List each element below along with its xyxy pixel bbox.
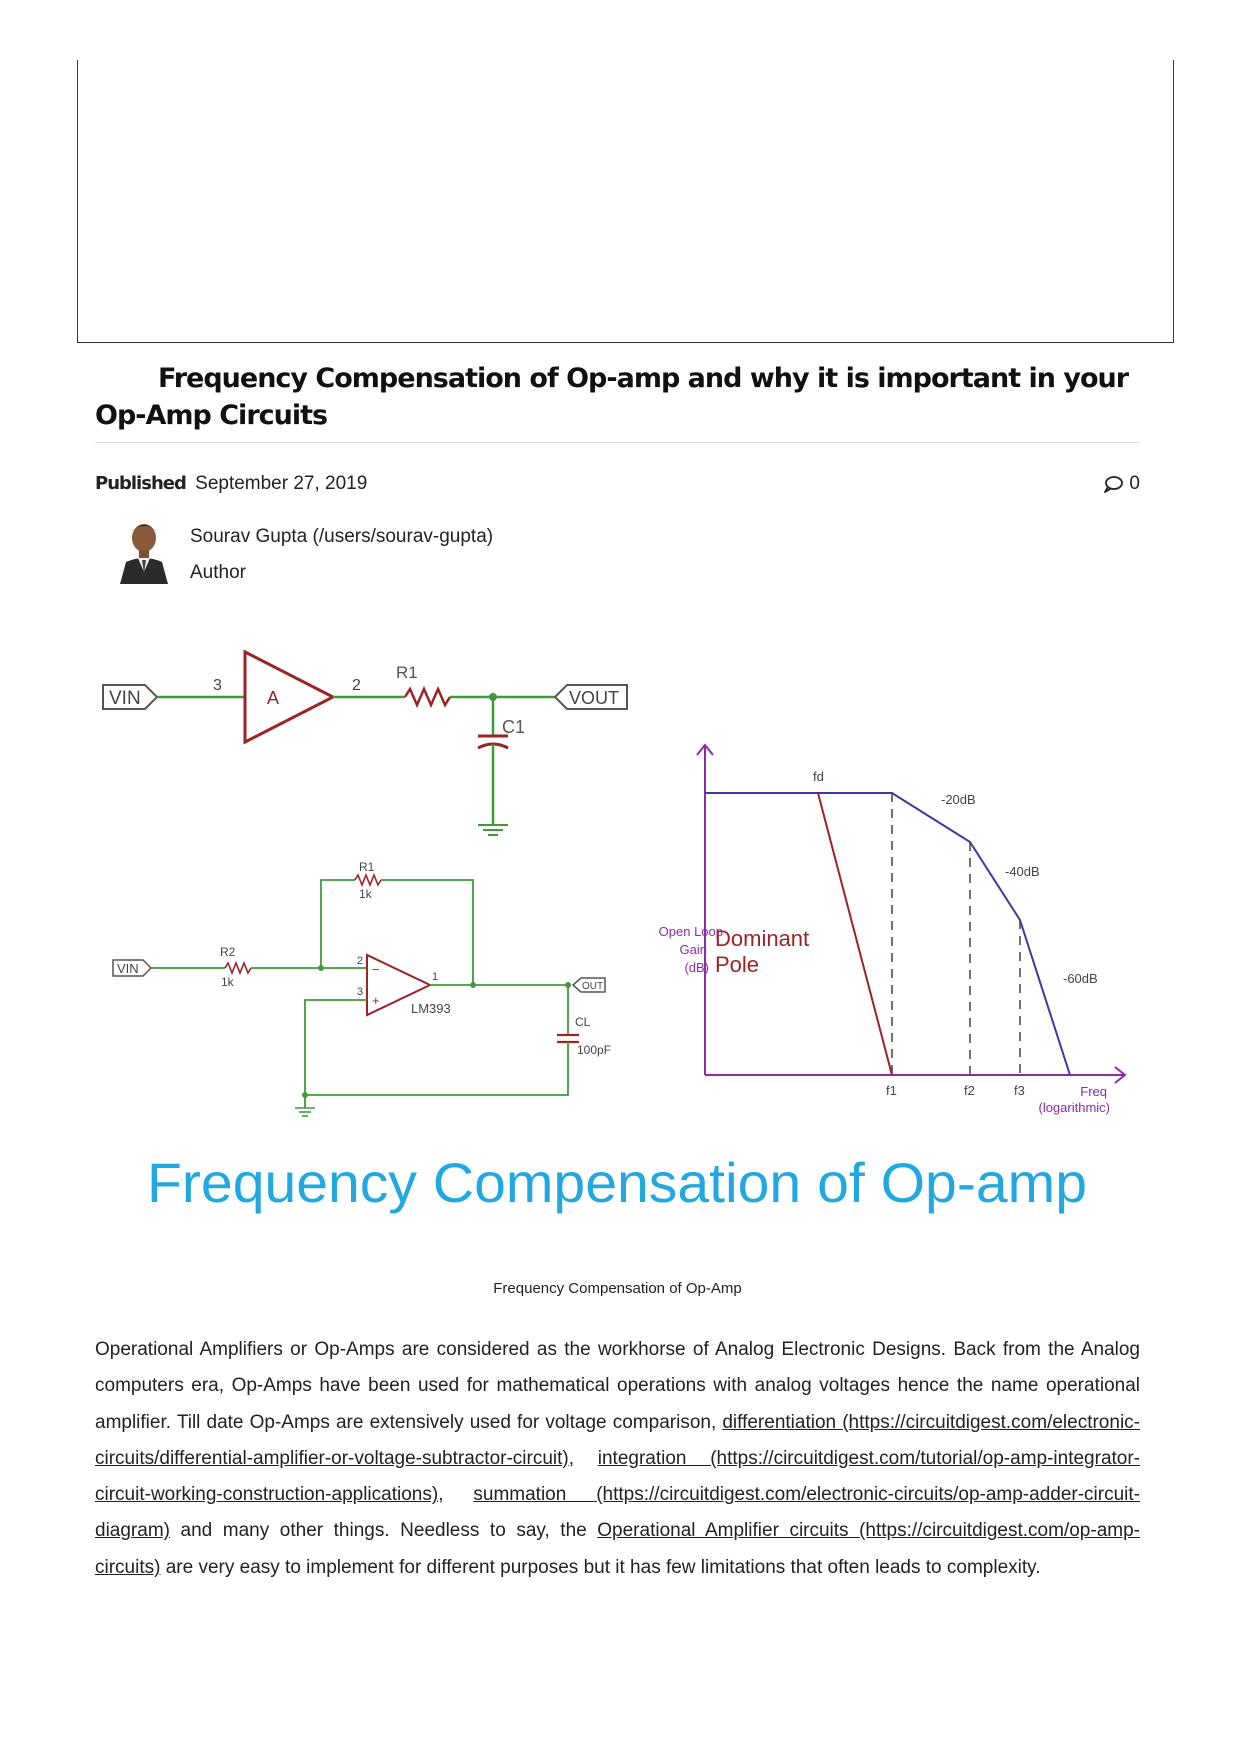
bode-slope3: -60dB <box>1063 971 1098 986</box>
bode-dominant-1: Dominant <box>715 926 810 951</box>
link-op-amp-circuits[interactable]: Operational Amplifier circuits (https://circuitdigest.com/op-amp-circuits) <box>95 1520 1140 1578</box>
ad-placeholder <box>77 60 1174 343</box>
bode-ylabel-2: Gain <box>679 942 707 957</box>
bode-dominant-2: Pole <box>715 952 760 977</box>
article-paragraph <box>95 1332 1140 1586</box>
c2-r1-value: 1k <box>359 887 372 901</box>
bode-xlabel-2: (logarithmic) <box>1038 1100 1110 1115</box>
paragraph-text: and many other things. Needless to say, the <box>169 1520 598 1542</box>
c1-pin-in: 3 <box>213 677 222 694</box>
c1-vin-label: VIN <box>109 688 141 709</box>
paragraph-text: , <box>438 1484 474 1506</box>
c2-r2-label: R2 <box>220 945 236 959</box>
c2-out-label: OUT <box>582 981 604 992</box>
c2-r2-value: 1k <box>221 975 234 989</box>
bode-plot <box>659 745 1125 1115</box>
paragraph-text: Operational Amplifiers or Op-Amps are considered as the workhorse of Analog Electronic Designs. Back from the Analog computers era, Op-Amps have been used for mathematical operations with analog voltages hence the name operational amplifier. Till date Op-Amps are extensively used for voltage comparison, <box>95 1339 1140 1433</box>
bode-f2: f2 <box>964 1083 975 1098</box>
bode-slope2: -40dB <box>1005 864 1040 879</box>
published-date: September 27, 2019 <box>195 473 368 494</box>
c1-vout-label: VOUT <box>569 688 620 708</box>
c1-pin-out: 2 <box>352 677 361 694</box>
c2-r1-label: R1 <box>359 860 375 874</box>
c1-c1-label: C1 <box>502 717 526 737</box>
c2-ic-label: LM393 <box>411 1001 451 1016</box>
author-name[interactable]: Sourav Gupta (/users/sourav-gupta) <box>190 526 494 547</box>
comment-count: 0 <box>1129 473 1140 494</box>
figure-banner: Frequency Compensation of Op-amp <box>147 1151 1087 1214</box>
circuit-2 <box>113 860 611 1116</box>
c1-r1-label: R1 <box>396 663 418 682</box>
c2-pin2: 2 <box>357 955 364 967</box>
page-title: Frequency Compensation of Op-amp and why it is important in your Op-Amp Circuits <box>95 363 1129 431</box>
bode-ylabel-3: (dB) <box>684 960 709 975</box>
c2-pin1: 1 <box>432 971 439 983</box>
link-integration[interactable]: integration (https://circuitdigest.com/tutorial/op-amp-integrator-circuit-working-construction-applications) <box>95 1447 1141 1506</box>
published-label: Published <box>95 473 186 494</box>
bode-f1: f1 <box>886 1083 897 1098</box>
author-block <box>118 518 818 588</box>
author-role: Author <box>190 562 246 583</box>
c2-cl-label: CL <box>575 1015 591 1029</box>
c2-plus: + <box>372 993 380 1008</box>
paragraph-text: are very easy to implement for different purposes but it has few limitations that often leads to complexity. <box>160 1556 1041 1578</box>
author-avatar[interactable] <box>118 518 170 584</box>
c2-pin3: 3 <box>357 986 364 998</box>
link-summation[interactable]: summation (https://circuitdigest.com/electronic-circuits/op-amp-adder-circuit-diagram) <box>95 1484 1140 1542</box>
c2-cl-value: 100pF <box>577 1043 612 1057</box>
bode-f3: f3 <box>1014 1083 1025 1098</box>
article-figure <box>95 640 1140 1240</box>
figure-caption: Frequency Compensation of Op-Amp <box>493 1280 742 1297</box>
paragraph-text: , <box>568 1447 598 1469</box>
c1-amp-label: A <box>267 688 280 708</box>
bode-xlabel-1: Freq <box>1080 1084 1107 1099</box>
comments-link[interactable] <box>1103 471 1140 497</box>
publish-meta <box>95 471 1140 497</box>
title-divider <box>95 442 1140 443</box>
bode-ylabel-1: Open Loop <box>658 924 723 939</box>
bode-slope1: -20dB <box>941 792 976 807</box>
bode-fd: fd <box>813 769 824 784</box>
link-differentiation[interactable]: differentiation (https://circuitdigest.com/electronic-circuits/differential-amplifier-or-voltage-subtractor-circuit) <box>95 1411 1140 1469</box>
c2-minus: − <box>372 962 380 977</box>
circuit-1 <box>103 652 627 835</box>
comment-icon <box>1103 475 1123 493</box>
c2-vin-label: VIN <box>117 961 139 976</box>
